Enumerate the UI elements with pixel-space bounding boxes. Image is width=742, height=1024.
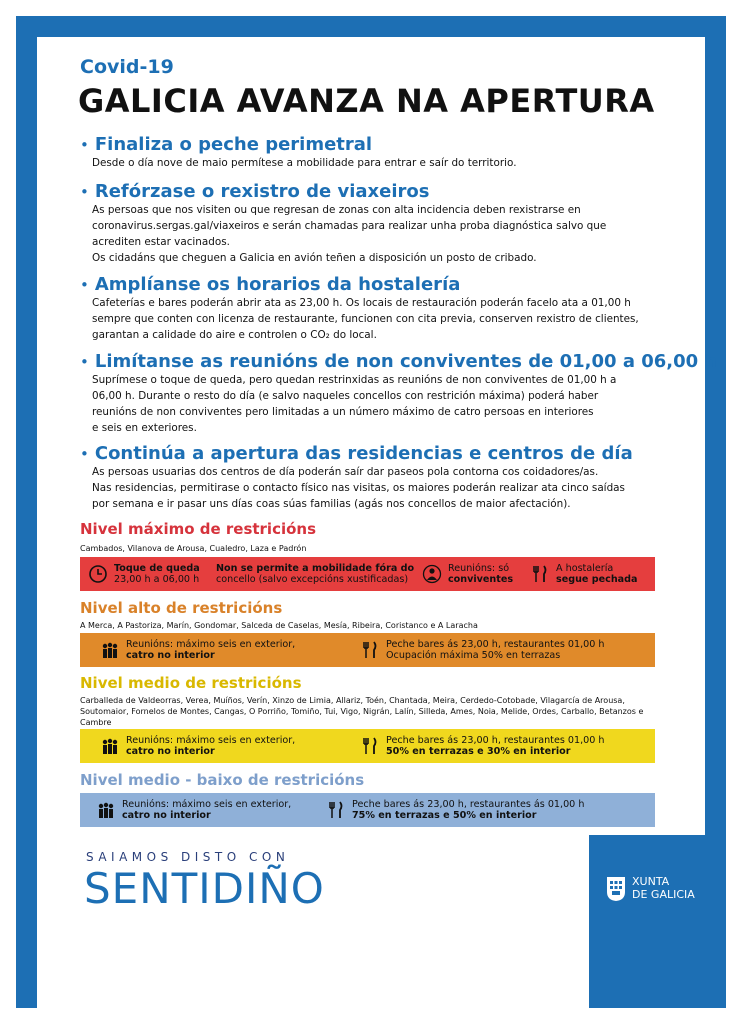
- section-title: Finaliza o peche perimetral: [94, 134, 373, 155]
- curfew-cell: [88, 557, 200, 591]
- level-bar-max: [80, 557, 655, 591]
- section-line: Suprímese o toque de queda, pero quedan restrinxidas as reunións de non conviventes de 01,00 h a: [92, 374, 617, 386]
- cell-line: Toque de queda: [114, 563, 200, 574]
- meetings-cell: [100, 729, 295, 763]
- people-icon: [100, 736, 120, 756]
- level-municipalities: Cambados, Vilanova de Arousa, Cualedro, Laza e Padrón: [80, 544, 307, 553]
- cell-line: Reunións: máximo seis en exterior,: [126, 735, 296, 746]
- section-line: As persoas que nos visiten ou que regresan de zonas con alta incidencia deben rexistrarse en: [92, 204, 581, 216]
- hospitality-cell: [360, 633, 605, 667]
- section-line: acrediten estar vacinados.: [92, 236, 230, 248]
- section-line: 06,00 h. Durante o resto do día (e salvo naqueles concellos con restrición máxima) poderá haber: [92, 390, 599, 402]
- section-line: coronavirus.sergas.gal/viaxeiros e serán chamadas para realizar unha proba diagnóstica salvo que: [92, 220, 607, 232]
- level-bar-high: [80, 633, 655, 667]
- bullet-icon: •: [80, 276, 89, 294]
- level-bar-medium: [80, 729, 655, 763]
- bullet-icon: •: [80, 136, 89, 154]
- cell-line: catro no interior: [126, 746, 215, 757]
- level-title-max: Nivel máximo de restricións: [80, 520, 317, 538]
- section-perimeter: [80, 134, 680, 171]
- level-municipalities: A Merca, A Pastoriza, Marín, Gondomar, Salceda de Caselas, Mesía, Ribeira, Coristanco e A Laracha: [80, 621, 478, 630]
- section-line: As persoas usuarias dos centros de día poderán saír dar paseos pola contorna cos coidadores/as.: [92, 466, 599, 478]
- section-residences: [80, 443, 680, 512]
- cell-line: catro no interior: [122, 810, 211, 821]
- clock-icon: [88, 564, 108, 584]
- xunta-line: DE GALICIA: [632, 888, 695, 901]
- cell-line: Peche bares ás 23,00 h, restaurantes ás 01,00 h: [352, 799, 585, 810]
- section-line: garantan a calidade do aire e controlen o CO₂ do local.: [92, 329, 377, 341]
- mobility-cell: [216, 557, 414, 591]
- level-municipalities: Carballeda de Valdeorras, Verea, Muíños, Verín, Xinzo de Limia, Allariz, Toén, Chantada, Meira, Cerdedo-Cotobade, Vilagarcía de Arousa, Soutomaior, Fornelos de Montes, Cangas, O Porriño, Tomiño, Tui, Vigo, Nigrán, Lalín, Silleda, Ames, Noia, Melide, Ordes, Carballo, Betanzos e Cambre: [80, 696, 644, 727]
- cell-line: Reunións: só: [448, 563, 510, 574]
- section-hospitality: [80, 274, 680, 343]
- cell-line: Peche bares ás 23,00 h, restaurantes 01,00 h: [386, 639, 605, 650]
- level-bar-medium-low: [80, 793, 655, 827]
- section-title: Continúa a apertura das residencias e centros de día: [94, 443, 633, 464]
- section-title: Limítanse as reunións de non conviventes de 01,00 a 06,00 h: [94, 351, 718, 372]
- section-line: sempre que conten con licenza de restaurante, funcionen con cita previa, conserven rexistro de clientes,: [92, 313, 639, 325]
- hospitality-cell: [530, 557, 637, 591]
- section-meetings: [80, 351, 718, 436]
- section-title: Amplíanse os horarios da hostalería: [94, 274, 461, 295]
- section-line: Desde o día nove de maio permítese a mobilidade para entrar e saír do territorio.: [92, 157, 517, 169]
- cell-line: Non se permite a mobilidade fóra do: [216, 563, 415, 574]
- section-line: Nas residencias, permitirase o contacto físico nas visitas, os maiores poderán realizar ata cinco saídas: [92, 482, 625, 494]
- section-line: Cafeterías e bares poderán abrir ata as 23,00 h. Os locais de restauración poderán facelo ata a 01,00 h: [92, 297, 631, 309]
- cell-line: Reunións: máximo seis en exterior,: [122, 799, 292, 810]
- level-title-medium: Nivel medio de restricións: [80, 674, 302, 692]
- meetings-cell: [100, 633, 295, 667]
- bullet-icon: •: [80, 353, 89, 371]
- cell-line: 75% en terrazas e 50% en interior: [352, 810, 537, 821]
- section-title: Refórzase o rexistro de viaxeiros: [94, 181, 430, 202]
- cell-line: A hostalería: [556, 563, 614, 574]
- bullet-icon: •: [80, 445, 89, 463]
- cell-line: catro no interior: [126, 650, 215, 661]
- person-icon: [422, 564, 442, 584]
- footer-area: [37, 937, 589, 1008]
- section-line: por semana e ir pasar uns días coas súas familias (agás nos concellos de maior afectación).: [92, 498, 571, 510]
- xunta-line: XUNTA: [632, 875, 670, 888]
- campaign-tagline: SAIAMOS DISTO CON: [86, 850, 290, 864]
- cell-line: 23,00 h a 06,00 h: [114, 574, 200, 585]
- cell-line: Peche bares ás 23,00 h, restaurantes 01,00 h: [386, 735, 605, 746]
- meetings-cell: [96, 793, 291, 827]
- section-line: Os cidadáns que cheguen a Galicia en avión teñen a disposición un posto de cribado.: [92, 252, 537, 264]
- people-icon: [100, 640, 120, 660]
- cutlery-icon: [326, 800, 346, 820]
- xunta-logo-text: [632, 875, 695, 901]
- page-title: GALICIA AVANZA NA APERTURA: [78, 82, 655, 120]
- cell-line: conviventes: [448, 574, 514, 585]
- meetings-cell: [422, 557, 513, 591]
- level-title-high: Nivel alto de restricións: [80, 599, 283, 617]
- cell-line: Reunións: máximo seis en exterior,: [126, 639, 296, 650]
- eyebrow: Covid-19: [80, 56, 174, 78]
- section-travellers: [80, 181, 680, 266]
- campaign-logo: SENTIDIÑO: [84, 864, 325, 913]
- cell-line: segue pechada: [556, 574, 638, 585]
- level-title-medium-low: Nivel medio - baixo de restricións: [80, 771, 365, 789]
- section-line: reunións de non conviventes pero limitadas a un número máximo de catro persoas en interiores: [92, 406, 594, 418]
- cutlery-icon: [360, 640, 380, 660]
- hospitality-cell: [360, 729, 605, 763]
- cell-line: 50% en terrazas e 30% en interior: [386, 746, 571, 757]
- section-line: e seis en exteriores.: [92, 422, 197, 434]
- people-icon: [96, 800, 116, 820]
- cutlery-icon: [530, 564, 550, 584]
- bullet-icon: •: [80, 183, 89, 201]
- hospitality-cell: [326, 793, 584, 827]
- cell-line: concello (salvo excepcións xustificadas): [216, 574, 409, 585]
- cutlery-icon: [360, 736, 380, 756]
- cell-line: Ocupación máxima 50% en terrazas: [386, 650, 561, 661]
- xunta-shield-icon: [606, 876, 626, 902]
